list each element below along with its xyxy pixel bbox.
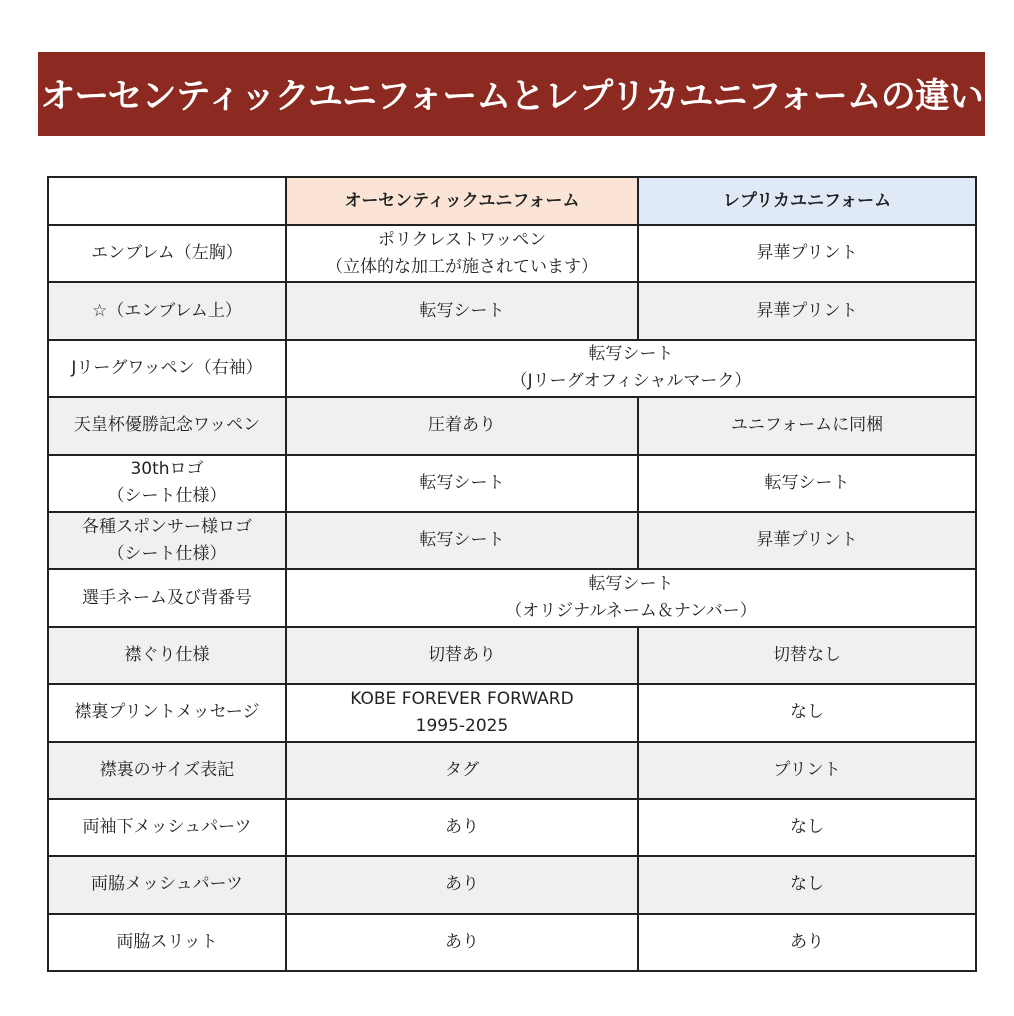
row-label-line: 襟裏プリントメッセージ [74, 702, 260, 723]
authentic-value [286, 455, 638, 512]
authentic-value-line: 圧着あり [428, 415, 496, 436]
row-label [48, 340, 286, 397]
replica-value-line: 昇華プリント [756, 530, 858, 551]
merged-value-line: 転写シート [588, 574, 674, 595]
row-label [48, 914, 286, 971]
replica-value-line: なし [790, 817, 824, 838]
table-row [48, 799, 976, 856]
header-replica: レプリカユニフォーム [638, 177, 976, 225]
merged-value [286, 569, 976, 626]
header-authentic: オーセンティックユニフォーム [286, 177, 638, 225]
merged-value-line: （オリジナルネーム＆ナンバー） [505, 601, 757, 622]
row-label-line: 天皇杯優勝記念ワッペン [73, 415, 261, 436]
authentic-value [286, 742, 638, 799]
authentic-value-line: 転写シート [419, 530, 505, 551]
page-title: オーセンティックユニフォームとレプリカユニフォームの違い [40, 77, 983, 117]
merged-value-line: （Jリーグオフィシャルマーク） [510, 371, 752, 392]
comparison-table [47, 176, 977, 972]
replica-value [638, 742, 976, 799]
replica-value [638, 684, 976, 741]
replica-value [638, 799, 976, 856]
row-label [48, 512, 286, 569]
table-row [48, 282, 976, 339]
replica-value-line: 転写シート [764, 472, 850, 493]
row-label-line: 30thロゴ [130, 459, 204, 480]
header-blank [48, 177, 286, 225]
authentic-value [286, 397, 638, 454]
table-row [48, 627, 976, 684]
replica-value [638, 225, 976, 282]
table-row [48, 225, 976, 282]
replica-value [638, 397, 976, 454]
table-row [48, 569, 976, 626]
authentic-value-line: KOBE FOREVER FORWARD [350, 688, 574, 709]
table-body [48, 225, 976, 971]
row-label-line: 両脇スリット [116, 931, 218, 952]
authentic-value-line: あり [445, 931, 479, 952]
replica-value-line: なし [790, 874, 824, 895]
row-label-line: 襟裏のサイズ表記 [99, 759, 235, 780]
row-label [48, 684, 286, 741]
authentic-value-line: 1995-2025 [415, 715, 509, 736]
row-label [48, 455, 286, 512]
authentic-value [286, 627, 638, 684]
authentic-value-line: 転写シート [419, 472, 505, 493]
table-row [48, 684, 976, 741]
row-label [48, 799, 286, 856]
merged-value [286, 340, 976, 397]
header-row [48, 177, 976, 225]
replica-value-line: プリント [773, 759, 841, 780]
replica-value [638, 627, 976, 684]
authentic-value [286, 225, 638, 282]
authentic-value-line: あり [445, 874, 479, 895]
replica-value-line: 昇華プリント [756, 243, 858, 264]
authentic-value [286, 512, 638, 569]
authentic-value-line: あり [445, 817, 479, 838]
row-label [48, 397, 286, 454]
row-label-line: ☆（エンブレム上） [92, 300, 242, 321]
replica-value-line: ユニフォームに同梱 [730, 415, 884, 436]
row-label [48, 742, 286, 799]
row-label [48, 856, 286, 913]
title-banner [38, 52, 985, 136]
row-label [48, 569, 286, 626]
merged-value-line: 転写シート [588, 344, 674, 365]
row-label-line: 襟ぐり仕様 [124, 644, 210, 665]
replica-value-line: 昇華プリント [756, 300, 858, 321]
table-row [48, 397, 976, 454]
replica-value-line: 切替なし [773, 644, 841, 665]
row-label-line: 各種スポンサー様ロゴ [82, 516, 252, 537]
authentic-value-line: 切替あり [428, 644, 496, 665]
authentic-value [286, 684, 638, 741]
replica-value-line: あり [790, 931, 824, 952]
replica-value-line: なし [790, 702, 824, 723]
authentic-value-line: タグ [445, 759, 479, 780]
authentic-value [286, 914, 638, 971]
row-label-line: 両脇メッシュパーツ [91, 874, 243, 895]
row-label [48, 627, 286, 684]
authentic-value-line: ポリクレストワッペン [377, 229, 547, 250]
table-row [48, 856, 976, 913]
authentic-value-line: 転写シート [419, 300, 505, 321]
table-row [48, 455, 976, 512]
table-row [48, 742, 976, 799]
authentic-value-line: （立体的な加工が施されています） [326, 256, 598, 277]
replica-value [638, 455, 976, 512]
row-label-line: （シート仕様） [107, 543, 227, 564]
row-label [48, 225, 286, 282]
table-row [48, 512, 976, 569]
authentic-value [286, 282, 638, 339]
table-row [48, 914, 976, 971]
replica-value [638, 914, 976, 971]
row-label-line: Jリーグワッペン（右袖） [71, 357, 263, 378]
table-row [48, 340, 976, 397]
row-label-line: エンブレム（左胸） [91, 243, 243, 264]
replica-value [638, 512, 976, 569]
row-label-line: 選手ネーム及び背番号 [82, 587, 252, 608]
row-label-line: 両袖下メッシュパーツ [82, 817, 252, 838]
replica-value [638, 856, 976, 913]
authentic-value [286, 799, 638, 856]
row-label [48, 282, 286, 339]
row-label-line: （シート仕様） [107, 486, 227, 507]
authentic-value [286, 856, 638, 913]
replica-value [638, 282, 976, 339]
